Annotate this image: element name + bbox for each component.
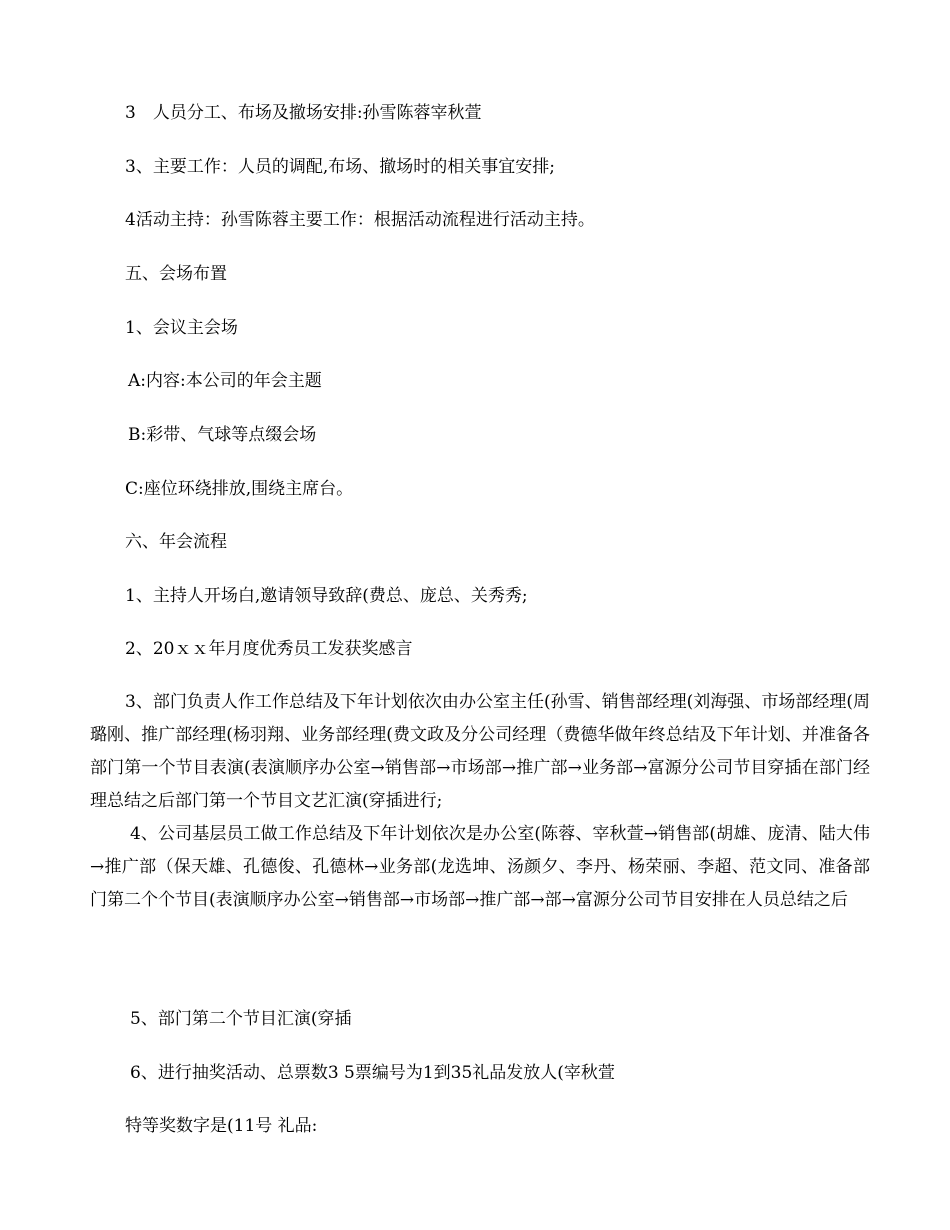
flow-item-2: 2、20ｘｘ年月度优秀员工发获奖感言 [125,639,413,659]
host-line: 4活动主持：孙雪陈蓉主要工作：根据活动流程进行活动主持。 [125,210,595,230]
venue-item-a: A:内容:本公司的年会主题 [128,371,322,391]
section-five-heading: 五、会场布置 [125,264,227,284]
main-work-line: 3、主要工作：人员的调配,布场、撤场时的相关事宜安排; [125,157,555,177]
staff-assignment-heading: 3 人员分工、布场及撤场安排:孙雪陈蓉宰秋萱 [125,103,482,123]
flow-item-6: 6、进行抽奖活动、总票数3 5票编号为1到35礼品发放人(宰秋萱 [130,1063,615,1083]
flow-item-5: 5、部门第二个节目汇演(穿插 [130,1009,352,1029]
flow-item-3-paragraph: 3、部门负责人作工作总结及下年计划依次由办公室主任(孙雪、销售部经理(刘海强、市场部经理(周璐刚、推广部经理(杨羽翔、业务部经理(费文政及分公司经理（费德华做年终总结及下年计划、并准备各部门第一个节目表演(表演顺序办公室→销售部→市场部→推广部→业务部→富源分公司节目穿插在部门经理总结之后部门第一个节目文艺汇演(穿插进行; [90,692,870,811]
flow-item-1: 1、主持人开场白,邀请领导致辞(费总、庞总、关秀秀; [125,586,528,606]
main-venue-heading: 1、会议主会场 [125,318,238,338]
venue-item-b: B:彩带、气球等点缀会场 [128,425,317,445]
venue-item-c: C:座位环绕排放,围绕主席台。 [125,479,354,499]
flow-item-4-paragraph: 4、公司基层员工做工作总结及下年计划依次是办公室(陈蓉、宰秋萱→销售部(胡雄、庞清、陆大伟→推广部（保天雄、孔德俊、孔德林→业务部(龙选坤、汤颜夕、李丹、杨荣丽、李超、范文同、准备部门第二个个节目(表演顺序办公室→销售部→市场部→推广部→部→富源分公司节目安排在人员总结之后 [90,824,870,910]
special-prize-line: 特等奖数字是(11号 礼品: [125,1116,318,1136]
section-six-heading: 六、年会流程 [125,532,227,552]
